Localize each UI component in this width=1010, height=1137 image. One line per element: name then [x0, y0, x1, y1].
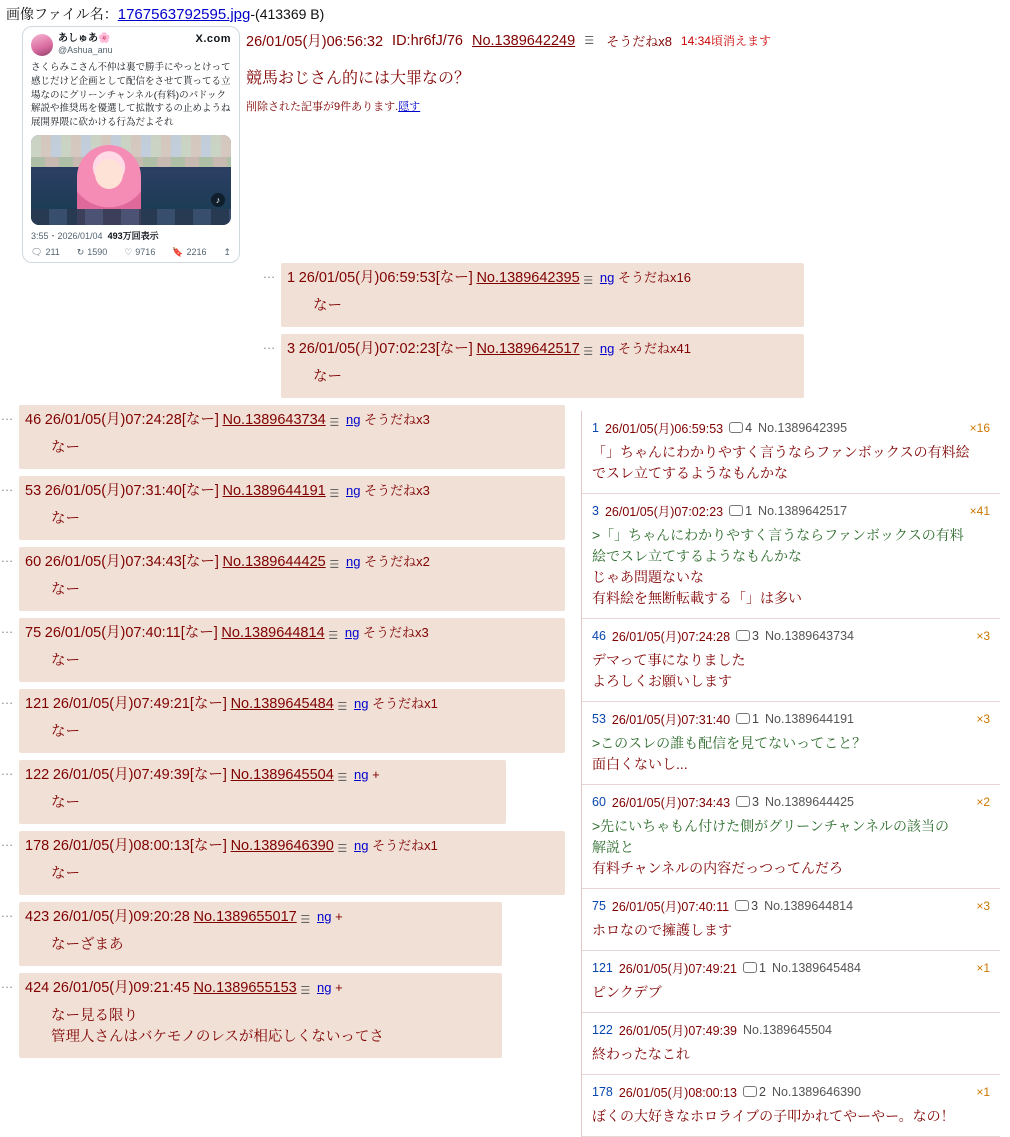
reply-row: [262, 263, 1010, 327]
reply-number: 121: [25, 695, 50, 712]
reply-menu-dots[interactable]: …: [0, 833, 14, 849]
reply-tag: [なー]: [435, 269, 473, 286]
summary-line: 有料絵を無断転載する「」は多い: [592, 589, 802, 606]
ng-button[interactable]: ng: [354, 837, 369, 853]
reply-number: 75: [25, 624, 42, 641]
summary-datetime: 26/01/05(月)07:24:28: [611, 629, 731, 644]
tweet-views: 493万回表示: [107, 230, 159, 241]
op-id: ID:hr6fJ/76: [392, 32, 463, 49]
soudane-badge: ×3: [976, 711, 990, 726]
summary-datetime: 26/01/05(月)07:49:21: [618, 961, 737, 976]
like-icon[interactable]: ♡ 9716: [124, 246, 156, 258]
tweet-timestamp: 3:55・2026/01/04: [31, 230, 103, 241]
reply-text: なー: [51, 794, 80, 811]
reply-count: 1: [736, 712, 759, 726]
summary-text: [592, 816, 990, 879]
share-icon[interactable]: ↥: [223, 246, 231, 257]
op-number[interactable]: No.1389642249: [471, 32, 576, 49]
summary-number[interactable]: 121: [592, 960, 613, 975]
media-bottom-bar: [31, 209, 231, 225]
summary-text: [592, 525, 990, 609]
op-body-text: 競馬おじさん的には大罪なの？: [246, 70, 471, 87]
summary-number[interactable]: 3: [592, 503, 599, 518]
summary-line: 終わったなこれ: [592, 1045, 690, 1062]
summary-line: でスレ立てするようなもんかな: [592, 464, 788, 481]
reply-tag: [なー]: [180, 624, 218, 641]
reply-soudane[interactable]: そうだねx3: [364, 482, 430, 498]
summary-datetime: 26/01/05(月)07:31:40: [611, 712, 731, 727]
reply-row: [0, 973, 573, 1058]
comment-bubble-icon: [743, 962, 757, 973]
summary-text: [592, 442, 990, 484]
summary-line: 解説と: [592, 838, 634, 855]
reply-text: なー: [51, 510, 80, 527]
summary-line: ピンクデブ: [592, 983, 662, 1000]
summary-no: No.1389645504: [743, 1022, 832, 1037]
summary-no: No.1389646390: [771, 1084, 861, 1099]
reply-soudane[interactable]: そうだねx1: [372, 695, 438, 711]
top-reply-list: [262, 263, 1010, 398]
reply-menu-dots[interactable]: …: [0, 904, 14, 920]
summary-card-header: [592, 502, 990, 520]
soudane-badge: ×3: [976, 628, 990, 643]
reply-menu-dots[interactable]: …: [0, 620, 14, 636]
reply-text: なー: [51, 865, 80, 882]
summary-no: No.1389642395: [758, 420, 848, 435]
media-character-face: [95, 159, 123, 189]
ng-button[interactable]: ng: [316, 979, 332, 995]
reply-body: [19, 476, 565, 540]
reply-no[interactable]: No.1389655153: [193, 979, 297, 996]
list-menu-icon[interactable]: ☰: [337, 771, 348, 784]
reply-menu-dots[interactable]: …: [0, 478, 14, 494]
summary-text: [592, 733, 990, 775]
reply-number: 122: [25, 766, 50, 783]
reply-body: [19, 973, 502, 1058]
summary-line: >先にいちゃもん付けた側がグリーンチャンネルの該当の: [592, 817, 950, 834]
reply-number: 424: [25, 979, 50, 996]
summary-number[interactable]: 1: [592, 420, 599, 435]
summary-number[interactable]: 75: [592, 898, 606, 913]
tweet-author-handle: @Ashua_anu: [58, 44, 113, 55]
attached-image-card[interactable]: [22, 26, 240, 263]
file-info-bar: [0, 0, 1010, 26]
list-menu-icon[interactable]: ☰: [583, 274, 594, 287]
summary-line: ぼくの大好きなホロライブの子叩かれてやーやー。なの！: [592, 1107, 955, 1124]
reply-menu-dots[interactable]: …: [0, 549, 14, 565]
reply-row: [0, 405, 573, 469]
soudane-badge: ×1: [976, 1084, 990, 1099]
bookmark-icon[interactable]: 🔖 2216: [172, 246, 207, 258]
summary-card[interactable]: [582, 494, 1000, 619]
reply-number: 3: [287, 340, 296, 357]
summary-text: [592, 650, 990, 692]
op-expire-note: 14:34頃消えます: [680, 34, 771, 48]
reply-tag: [なー]: [435, 340, 473, 357]
summary-number[interactable]: 46: [592, 628, 606, 643]
ng-button[interactable]: ng: [599, 340, 615, 356]
reply-no[interactable]: No.1389646390: [230, 837, 334, 854]
reply-datetime: 26/01/05(月)08:00:13: [52, 837, 190, 854]
ng-button[interactable]: ng: [354, 766, 369, 782]
reply-body: [281, 334, 804, 398]
list-menu-icon[interactable]: ☰: [300, 984, 311, 997]
reply-number: 53: [25, 482, 42, 499]
ng-button[interactable]: ng: [599, 269, 615, 285]
reply-count: 3: [735, 899, 758, 913]
summary-datetime: 26/01/05(月)07:49:39: [618, 1023, 737, 1038]
tweet-author-name: あしゅあ🌸: [58, 33, 111, 44]
reply-menu-dots[interactable]: …: [0, 407, 14, 423]
tweet-text: さくらみこさん不仲は裏で勝手にやっとけって感じだけど企画として配信をさせて貰ってる立場なのにグリーンチャンネル(有料)のパドック解説や推奨馬を優選して拡散するの止めようね展開界隈に砍かける行為だよそれ: [31, 62, 231, 129]
summary-card[interactable]: [582, 785, 1000, 889]
ng-button[interactable]: ng: [344, 624, 360, 640]
sound-icon[interactable]: ♪: [211, 193, 225, 207]
summary-line: 面白くないし...: [592, 755, 688, 772]
reply-count: 3: [736, 795, 759, 809]
file-size: -(413369 B): [250, 6, 325, 22]
list-menu-icon[interactable]: ☰: [583, 345, 594, 358]
list-menu-icon[interactable]: ☰: [329, 416, 340, 429]
summary-number[interactable]: 122: [592, 1022, 613, 1037]
op-datetime: 26/01/05(月)06:56:32: [246, 34, 384, 50]
reply-count: 4: [729, 421, 752, 435]
reply-text: なー: [313, 297, 342, 314]
soudane-badge: ×16: [969, 420, 990, 435]
reply-tag: [なー]: [181, 482, 219, 499]
reply-number: 178: [25, 837, 50, 854]
comment-bubble-icon: [736, 796, 750, 807]
summary-card[interactable]: [582, 411, 1000, 494]
reply-body: [19, 689, 565, 753]
soudane-badge: ×2: [976, 794, 990, 809]
ng-button[interactable]: ng: [345, 553, 361, 569]
summary-line: じゃあ問題ないな: [592, 568, 704, 585]
reply-row: [0, 476, 573, 540]
reply-datetime: 26/01/05(月)09:21:45: [52, 979, 190, 996]
ng-button[interactable]: ng: [316, 908, 332, 924]
reply-count: 1: [743, 961, 766, 975]
summary-datetime: 26/01/05(月)07:02:23: [604, 504, 724, 519]
summary-text: [592, 1106, 990, 1127]
list-menu-icon[interactable]: ☰: [337, 842, 348, 855]
summary-card-header: [592, 1083, 990, 1101]
summary-card-header: [592, 793, 990, 811]
reply-tag: [なー]: [189, 695, 227, 712]
reply-row: [0, 689, 573, 753]
hide-link[interactable]: 隠す: [398, 101, 421, 113]
summary-no: No.1389642517: [758, 503, 848, 518]
summary-no: No.1389645484: [771, 960, 861, 975]
reply-body: [19, 831, 565, 895]
summary-line: デマって事になりました: [592, 651, 746, 668]
reply-body: [19, 618, 565, 682]
retweet-icon[interactable]: ↻ 1590: [76, 246, 108, 258]
reply-no[interactable]: No.1389645484: [230, 695, 334, 712]
reply-icon[interactable]: 🗨 211: [31, 246, 60, 258]
reply-row: [0, 902, 573, 966]
ng-button[interactable]: ng: [354, 695, 369, 711]
reply-soudane[interactable]: +: [372, 766, 380, 782]
reply-datetime: 26/01/05(月)09:20:28: [52, 908, 190, 925]
reply-body: [19, 902, 502, 966]
reply-number: 1: [287, 269, 296, 286]
summary-card-header: [592, 897, 990, 915]
comment-bubble-icon: [736, 713, 750, 724]
summary-card[interactable]: [582, 702, 1000, 785]
reply-menu-dots[interactable]: …: [0, 762, 14, 778]
reply-text: なー: [51, 439, 80, 456]
reply-summary-panel: [581, 411, 1000, 1137]
summary-line: 「」ちゃんにわかりやすく言うならファンボックスの有料絵: [592, 443, 970, 460]
reply-menu-dots[interactable]: …: [0, 975, 14, 991]
summary-card-header: [592, 419, 990, 437]
reply-number: 60: [25, 553, 42, 570]
summary-line: 有料チャンネルの内容だっつってんだろ: [592, 859, 844, 876]
tweet-meta: [31, 229, 231, 242]
reply-count: 2: [743, 1085, 766, 1099]
reply-datetime: 26/01/05(月)07:40:11: [44, 624, 181, 641]
summary-card[interactable]: [582, 889, 1000, 951]
reply-no[interactable]: No.1389642517: [476, 340, 580, 357]
tweet-actions: [31, 245, 231, 258]
list-menu-icon[interactable]: ☰: [329, 558, 340, 571]
summary-line: >「」ちゃんにわかりやすく言うならファンボックスの有料: [592, 526, 964, 543]
reply-no[interactable]: No.1389645504: [230, 766, 334, 783]
reply-tag: [なー]: [189, 837, 227, 854]
summary-card-header: [592, 959, 990, 977]
reply-no[interactable]: No.1389644425: [222, 553, 326, 570]
x-logo-icon: X.com: [195, 33, 231, 45]
summary-no: No.1389644191: [765, 711, 854, 726]
reply-row: [0, 547, 573, 611]
reply-text: なー: [51, 723, 80, 740]
summary-number[interactable]: 53: [592, 711, 606, 726]
op-soudane[interactable]: そうだねx8: [606, 34, 672, 49]
reply-soudane[interactable]: そうだねx3: [362, 624, 429, 640]
reply-tag: [なー]: [189, 766, 227, 783]
reply-soudane[interactable]: そうだねx16: [618, 269, 691, 285]
reply-no[interactable]: No.1389655017: [193, 908, 297, 925]
reply-soudane[interactable]: +: [335, 979, 343, 995]
main-columns: [0, 405, 1010, 1137]
reply-number: 423: [25, 908, 50, 925]
reply-count: 1: [729, 504, 752, 518]
tweet-media-thumbnail[interactable]: [31, 135, 231, 225]
summary-datetime: 26/01/05(月)07:40:11: [611, 899, 730, 914]
reply-body: [281, 263, 804, 327]
reply-soudane[interactable]: そうだねx41: [618, 340, 691, 356]
summary-line: ホロなので擁護します: [592, 921, 732, 938]
summary-text: [592, 1044, 990, 1065]
summary-no: No.1389644425: [765, 794, 854, 809]
summary-line: >このスレの誰も配信を見てないってこと？: [592, 734, 867, 751]
reply-text: なー: [51, 581, 80, 598]
summary-card[interactable]: [582, 1075, 1000, 1137]
reply-soudane[interactable]: +: [335, 908, 343, 924]
reply-body: [19, 405, 565, 469]
summary-no: No.1389644814: [764, 898, 854, 913]
reply-datetime: 26/01/05(月)07:02:23: [298, 340, 436, 357]
reply-tag: [なー]: [181, 553, 219, 570]
reply-tag: [なー]: [181, 411, 219, 428]
reply-no[interactable]: No.1389644814: [221, 624, 325, 641]
summary-card-header: [592, 1021, 990, 1039]
summary-text: [592, 982, 990, 1003]
reply-body: [19, 760, 506, 824]
op-post: [246, 26, 1010, 114]
summary-card-header: [592, 710, 990, 728]
list-menu-icon[interactable]: ☰: [584, 35, 595, 47]
tweet-header: [31, 33, 231, 56]
reply-soudane[interactable]: そうだねx2: [364, 553, 430, 569]
comment-bubble-icon: [735, 900, 749, 911]
list-menu-icon[interactable]: ☰: [328, 629, 339, 642]
comment-bubble-icon: [729, 505, 743, 516]
summary-card[interactable]: [582, 1013, 1000, 1075]
reply-datetime: 26/01/05(月)07:34:43: [44, 553, 182, 570]
reply-no[interactable]: No.1389644191: [222, 482, 326, 499]
reply-text: なー: [313, 368, 342, 385]
reply-datetime: 26/01/05(月)07:24:28: [44, 411, 182, 428]
reply-text: なー: [51, 652, 80, 669]
reply-row: [262, 334, 1010, 398]
reply-count: 3: [736, 629, 759, 643]
soudane-badge: ×1: [976, 960, 990, 975]
reply-row: [0, 831, 573, 895]
reply-datetime: 26/01/05(月)07:49:21: [52, 695, 190, 712]
reply-menu-dots[interactable]: …: [0, 691, 14, 707]
reply-menu-dots[interactable]: …: [262, 336, 276, 352]
comment-bubble-icon: [729, 422, 743, 433]
summary-line: 絵でスレ立てするようなもんかな: [592, 547, 802, 564]
reply-datetime: 26/01/05(月)07:49:39: [52, 766, 190, 783]
ng-button[interactable]: ng: [345, 482, 361, 498]
summary-no: No.1389643734: [765, 628, 854, 643]
soudane-badge: ×3: [976, 898, 990, 913]
summary-line: よろしくお願いします: [592, 672, 732, 689]
deleted-posts-note: [246, 98, 1010, 114]
file-link[interactable]: 1767563792595.jpg: [117, 6, 251, 23]
reply-text: なーざまあ: [51, 936, 124, 953]
reply-datetime: 26/01/05(月)06:59:53: [298, 269, 436, 286]
op-header: [246, 30, 1010, 51]
file-label: 画像ファイル名：: [6, 6, 118, 22]
summary-text: [592, 920, 990, 941]
reply-no[interactable]: No.1389642395: [476, 269, 580, 286]
reply-menu-dots[interactable]: …: [262, 265, 276, 281]
reply-no[interactable]: No.1389643734: [222, 411, 326, 428]
reply-soudane[interactable]: そうだねx3: [364, 411, 430, 427]
list-menu-icon[interactable]: ☰: [337, 700, 348, 713]
summary-card[interactable]: [582, 619, 1000, 702]
summary-card-header: [592, 627, 990, 645]
ng-button[interactable]: ng: [345, 411, 361, 427]
comment-bubble-icon: [736, 630, 750, 641]
deleted-posts-count: 削除された記事が9件あります.: [246, 101, 399, 113]
avatar: [31, 34, 53, 56]
summary-datetime: 26/01/05(月)08:00:13: [618, 1085, 737, 1100]
reply-text: なー見る限り 管理人さんはバケモノのレスが相応しくないってさ: [51, 1007, 384, 1045]
reply-soudane[interactable]: そうだねx1: [372, 837, 438, 853]
reply-list: [0, 405, 573, 1065]
list-menu-icon[interactable]: ☰: [300, 913, 311, 926]
summary-datetime: 26/01/05(月)06:59:53: [604, 421, 724, 436]
reply-row: [0, 618, 573, 682]
reply-body: [19, 547, 565, 611]
soudane-badge: ×41: [969, 503, 990, 518]
thread-header-row: [0, 26, 1010, 263]
reply-row: [0, 760, 573, 824]
summary-number[interactable]: 178: [592, 1084, 613, 1099]
reply-number: 46: [25, 411, 42, 428]
list-menu-icon[interactable]: ☰: [329, 487, 340, 500]
summary-card[interactable]: [582, 951, 1000, 1013]
summary-number[interactable]: 60: [592, 794, 606, 809]
reply-datetime: 26/01/05(月)07:31:40: [44, 482, 182, 499]
summary-datetime: 26/01/05(月)07:34:43: [611, 795, 731, 810]
comment-bubble-icon: [743, 1086, 757, 1097]
